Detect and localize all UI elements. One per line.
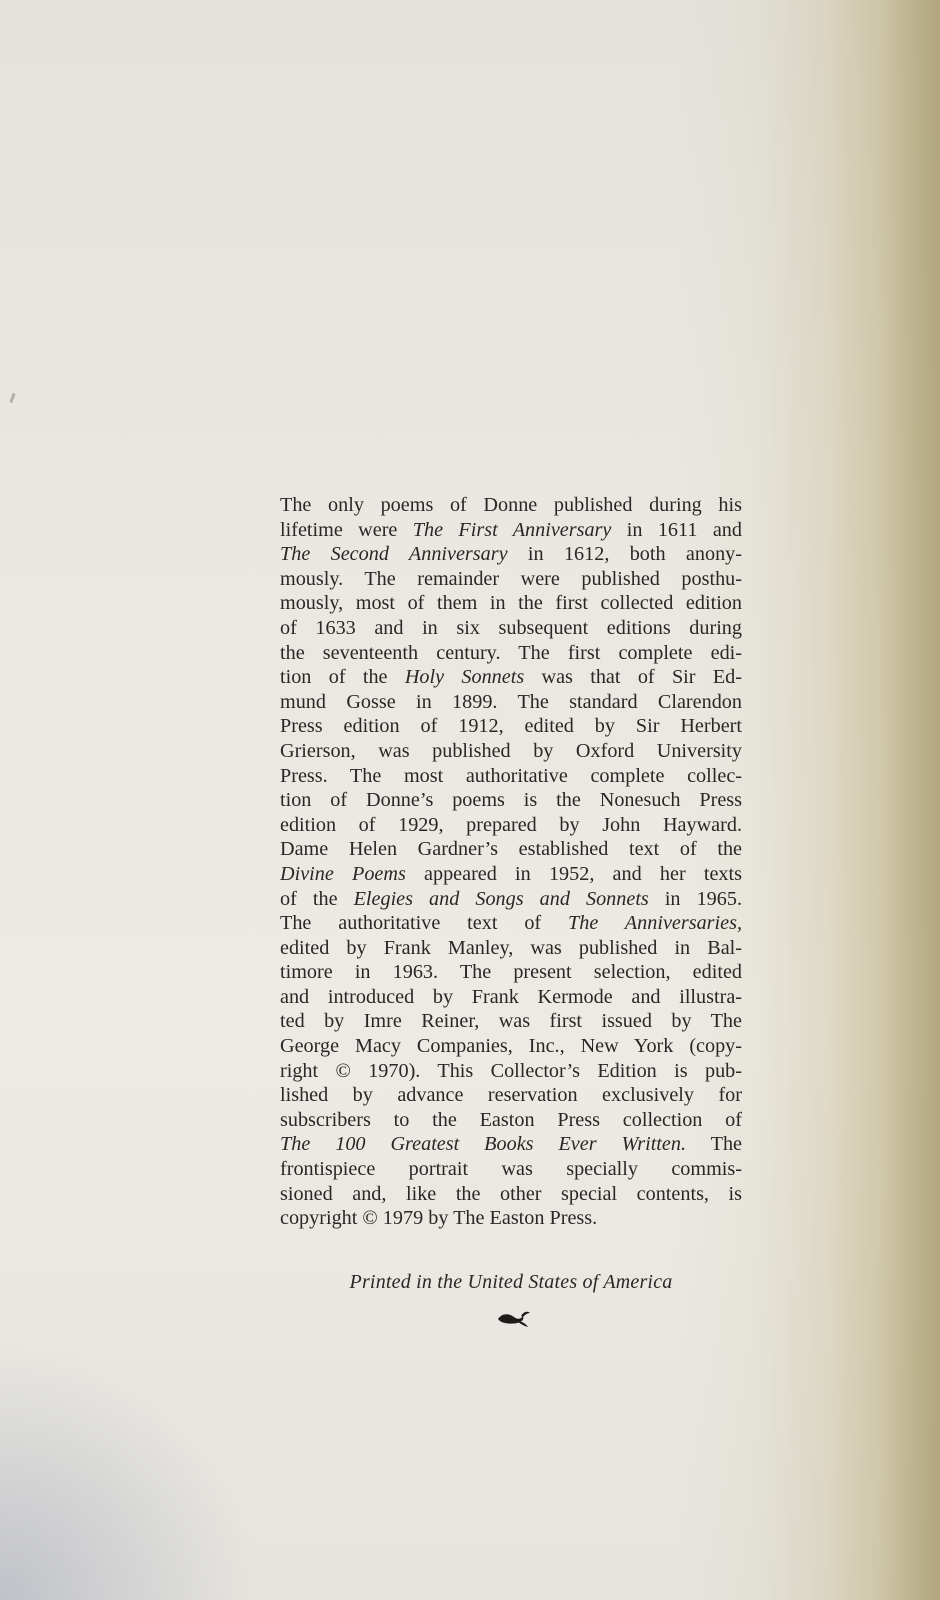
printers-flower-icon xyxy=(497,1309,531,1329)
text-run: edition of 1929, prepared by John Hayward. xyxy=(280,813,742,836)
colophon-line xyxy=(280,616,742,641)
colophon-line xyxy=(280,764,742,789)
colophon-line xyxy=(280,960,742,985)
colophon-line xyxy=(280,911,742,936)
title-italic: Holy Sonnets xyxy=(404,666,525,689)
colophon-line xyxy=(280,788,742,813)
text-run: Press. The most authoritative complete collec- xyxy=(280,764,742,787)
colophon-line xyxy=(280,591,742,616)
colophon-line xyxy=(280,1206,742,1231)
title-italic: The First Anniversary xyxy=(412,518,612,541)
colophon-line xyxy=(280,542,742,567)
text-run: mund Gosse in 1899. The standard Clarendon xyxy=(280,690,742,713)
paper-speck xyxy=(9,393,15,403)
text-run: tion of the xyxy=(280,666,405,689)
text-run: George Macy Companies, Inc., New York (copy- xyxy=(280,1035,742,1058)
text-run: the seventeenth century. The first complete edi- xyxy=(280,641,742,664)
text-run: frontispiece portrait was specially commis- xyxy=(280,1158,742,1181)
colophon-line xyxy=(280,887,742,912)
colophon-line xyxy=(280,1182,742,1207)
title-italic: Divine Poems xyxy=(280,862,406,885)
colophon-line xyxy=(280,690,742,715)
printed-in-line: Printed in the United States of America xyxy=(349,1271,673,1293)
text-run: subscribers to the Easton Press collection of xyxy=(280,1108,742,1131)
text-run: mously, most of them in the first collected edition xyxy=(280,592,742,615)
text-run: in 1612, both anony- xyxy=(507,543,742,566)
colophon-line xyxy=(280,1132,742,1157)
text-run: right © 1970). This Collector’s Edition is pub- xyxy=(280,1059,742,1082)
title-italic: The 100 Greatest Books Ever Written. xyxy=(280,1133,687,1156)
text-run: was that of Sir Ed- xyxy=(524,666,742,689)
title-italic: The Anniversaries, xyxy=(568,912,742,935)
text-run: ted by Imre Reiner, was first issued by The xyxy=(280,1010,742,1033)
text-run: timore in 1963. The present selection, edited xyxy=(280,961,742,984)
title-italic: Elegies and Songs and Sonnets xyxy=(353,887,649,910)
text-run: of 1633 and in six subsequent editions during xyxy=(280,616,742,639)
colophon-paragraph xyxy=(280,493,742,1231)
text-run: edited by Frank Manley, was published in Bal- xyxy=(280,936,742,959)
page-fold-edge xyxy=(880,0,940,1600)
text-run: mously. The remainder were published posthu- xyxy=(280,567,742,590)
text-run: tion of Donne’s poems is the Nonesuch Press xyxy=(280,789,742,812)
colophon-line xyxy=(280,493,742,518)
colophon-line xyxy=(280,936,742,961)
text-run: Grierson, was published by Oxford University xyxy=(280,739,742,762)
colophon-line xyxy=(280,641,742,666)
text-run: and introduced by Frank Kermode and illustra- xyxy=(280,985,742,1008)
colophon-line xyxy=(280,518,742,543)
colophon-line xyxy=(280,813,742,838)
colophon-line xyxy=(280,837,742,862)
page-shadow xyxy=(0,1340,260,1600)
colophon-line xyxy=(280,567,742,592)
text-run: in 1611 and xyxy=(611,518,742,541)
text-run: in 1965. xyxy=(648,887,742,910)
colophon-line xyxy=(280,1009,742,1034)
colophon-line xyxy=(280,1108,742,1133)
colophon-line xyxy=(280,739,742,764)
text-run: The only poems of Donne published during his xyxy=(280,494,742,516)
text-run: of the xyxy=(280,887,354,910)
colophon-line xyxy=(280,1034,742,1059)
text-run: lifetime were xyxy=(280,518,413,541)
colophon-line xyxy=(280,985,742,1010)
text-run: lished by advance reservation exclusively for xyxy=(280,1084,742,1107)
text-run: Press edition of 1912, edited by Sir Herbert xyxy=(280,715,742,738)
text-run: copyright © 1979 by The Easton Press. xyxy=(280,1207,598,1230)
text-run: The xyxy=(686,1133,743,1156)
colophon-line xyxy=(280,862,742,887)
text-run: The authoritative text of xyxy=(280,912,569,935)
colophon-line xyxy=(280,1157,742,1182)
text-run: Dame Helen Gardner’s established text of the xyxy=(280,838,742,861)
text-run: appeared in 1952, and her texts xyxy=(405,862,742,885)
colophon-line xyxy=(280,1059,742,1084)
colophon-line xyxy=(280,665,742,690)
text-run: sioned and, like the other special contents, is xyxy=(280,1182,742,1205)
title-italic: The Second Anniversary xyxy=(280,543,508,566)
colophon-line xyxy=(280,714,742,739)
colophon-line xyxy=(280,1083,742,1108)
